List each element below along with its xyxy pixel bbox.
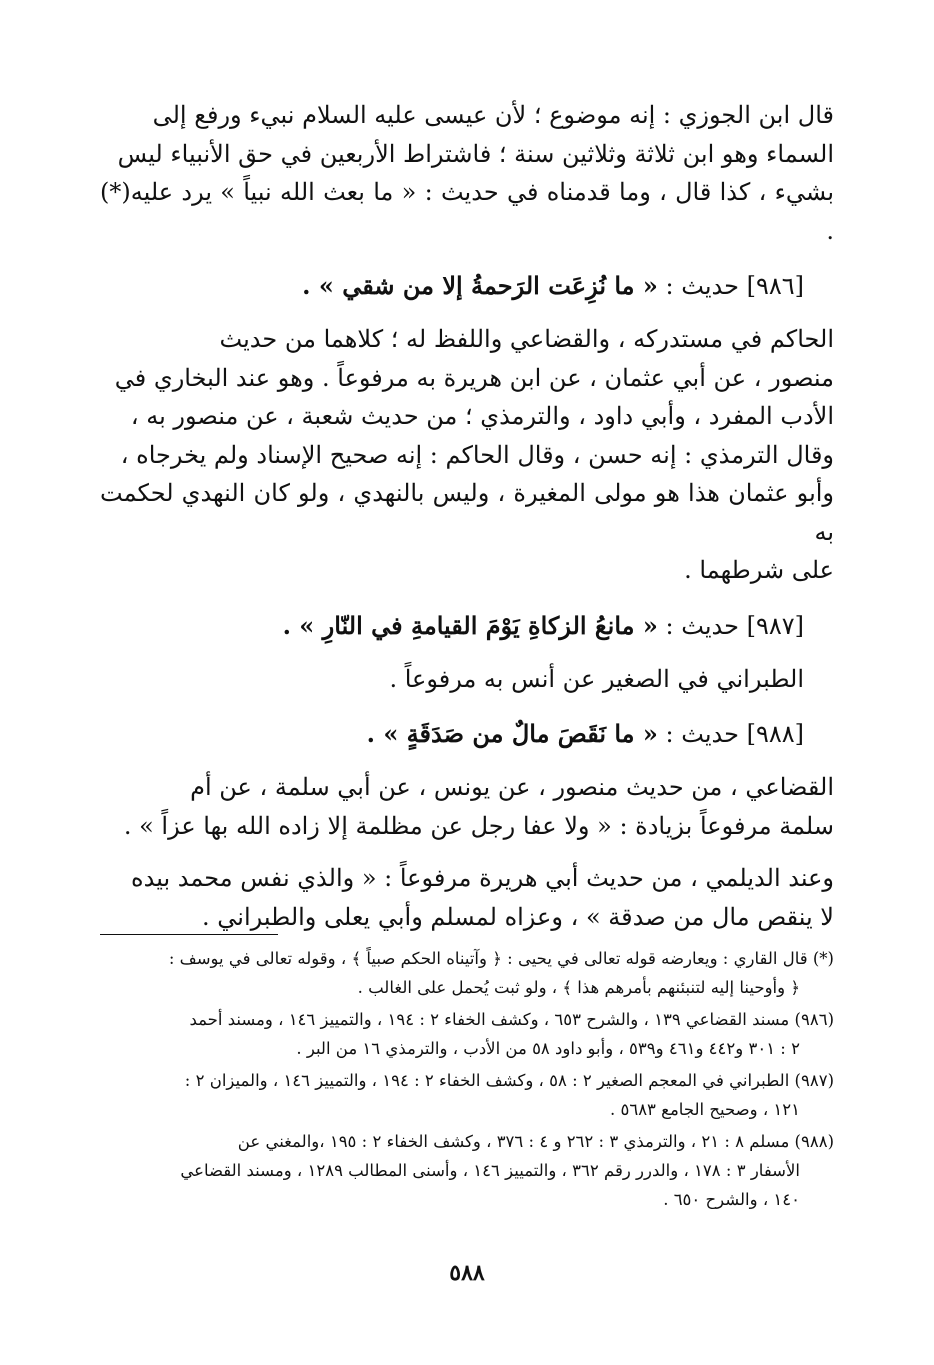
footnote-marker: (*) [812,949,834,968]
hadith-prefix: حديث : [665,611,739,640]
hadith-number: [٩٨٦] [746,272,804,300]
text-line: لا ينقص مال من صدقة » ، وعزاه لمسلم وأبي يعلى والطبراني . [202,902,834,931]
text-line: الحاكم في مستدركه ، والقضاعي واللفظ له ؛ كلاهما من حديث [219,325,834,353]
page-number: ٥٨٨ [449,1260,485,1286]
text-line: السماء وهو ابن ثلاثة وثلاثين سنة ؛ فاشتراط الأربعين في حق الأنبياء ليس [117,139,834,168]
footnote-text: ١٤٠ ، والشرح ٦٥٠ . [663,1190,800,1209]
text-line: بشيء ، كذا قال ، وما قدمناه في حديث : « ما بعث الله نبياً » يرد عليه(*) . [100,178,834,245]
hadith-quote: « ما نَقَصَ مالٌ من صَدَقَةٍ » . [366,719,658,748]
footnote [100,1066,834,1124]
footnote-text: قال القاري : ويعارضه قوله تعالى في يحيى : ﴿ وآتيناه الحكم صبياً ﴾ ، وقوله تعالى في يوسف : [168,949,808,968]
footnote-text: ١٢١ ، وصحيح الجامع ٥٦٨٣ . [609,1100,800,1119]
hadith-quote: « مانعُ الزكاةِ يَوْمَ القيامةِ في النّارِ » . [282,610,658,640]
text-line: على شرطهما . [684,556,834,584]
text-line: الأدب المفرد ، وأبي داود ، والترمذي ؛ من حديث شعبة ، عن منصور به ، [130,402,834,430]
hadith-number: [٩٨٧] [746,611,804,640]
main-text [100,96,834,950]
footnote-text: الطبراني في المعجم الصغير ٢ : ٥٨ ، وكشف الخفاء ٢ : ١٩٤ ، والتمييز ١٤٦ ، والميزان ٢ : [184,1071,790,1090]
paragraph-ibn-jawzi [100,96,834,250]
footnote [100,1005,834,1063]
text-line: وأبو عثمان هذا هو مولى المغيرة ، وليس بالنهدي ، ولو كان النهدي لحكمت به [100,479,835,546]
footnote-text: مسند القضاعي ١٣٩ ، والشرح ٦٥٣ ، وكشف الخفاء ٢ : ١٩٤ ، والتمييز ١٤٦ ، ومسند أحمد [189,1010,790,1029]
text-line: سلمة مرفوعاً بزيادة : « ولا عفا رجل عن مظلمة إلا زاده الله بها عزاً » . [123,811,834,840]
paragraph-daylami [100,859,834,936]
hadith-number: [٩٨٨] [746,720,804,748]
hadith-prefix: حديث : [665,272,739,300]
footnote-divider [100,934,278,935]
footnote-text: ﴿ وأوحينا إليه لتنبئنهم بأمرهم هذا ﴾ ، ولو ثبت يُحمل على الغالب . [357,978,800,997]
footnote-marker: (٩٨٨) [794,1132,834,1151]
hadith-prefix: حديث : [665,720,739,748]
hadith-heading-986 [100,264,834,308]
text-line: منصور ، عن أبي عثمان ، عن ابن هريرة به مرفوعاً . وهو عند البخاري في [114,363,834,392]
text-line: وقال الترمذي : إنه حسن ، وقال الحاكم : إنه صحيح الإسناد ولم يخرجاه ، [120,440,834,469]
footnote [100,944,834,1002]
text-line: وعند الديلمي ، من حديث أبي هريرة مرفوعاً : « والذي نفس محمد بيده [131,864,834,892]
footnote-text: مسلم ٨ : ٢١ ، والترمذي ٣ : ٢٦٢ و ٤ : ٣٧٦ ، وكشف الخفاء ٢ : ١٩٥ ،والمغني عن [237,1132,790,1151]
hadith-heading-987 [100,604,834,648]
footnote [100,1127,834,1214]
footnote-marker: (٩٨٧) [794,1071,834,1090]
text-line: قال ابن الجوزي : إنه موضوع ؛ لأن عيسى عليه السلام نبيء ورفع إلى [152,101,834,129]
footnotes [100,944,834,1217]
footnote-text: ٢ : ٣٠١ و٤٤٢ و٤٦١ و٥٣٩ ، وأبو داود ٥٨ من الأدب ، والترمذي ١٦ من البر . [296,1039,800,1058]
text-line: الطبراني في الصغير عن أنس به مرفوعاً . [389,664,804,693]
footnote-marker: (٩٨٦) [794,1010,834,1029]
hadith-heading-988 [100,712,834,756]
paragraph-qudai [100,768,834,845]
hadith-quote: « ما نُزِعَت الرَحمةُ إلا من شقي » . [302,271,658,300]
paragraph-hakim [100,320,834,590]
footnote-text: الأسفار ٣ : ١٧٨ ، والدرر رقم ٣٦٢ ، والتمييز ١٤٦ ، وأسنى المطالب ١٢٨٩ ، ومسند القضاعي [180,1161,800,1180]
text-line: القضاعي ، من حديث منصور ، عن يونس ، عن أبي سلمة ، عن أم [190,773,834,801]
paragraph-tabarani [100,660,834,699]
